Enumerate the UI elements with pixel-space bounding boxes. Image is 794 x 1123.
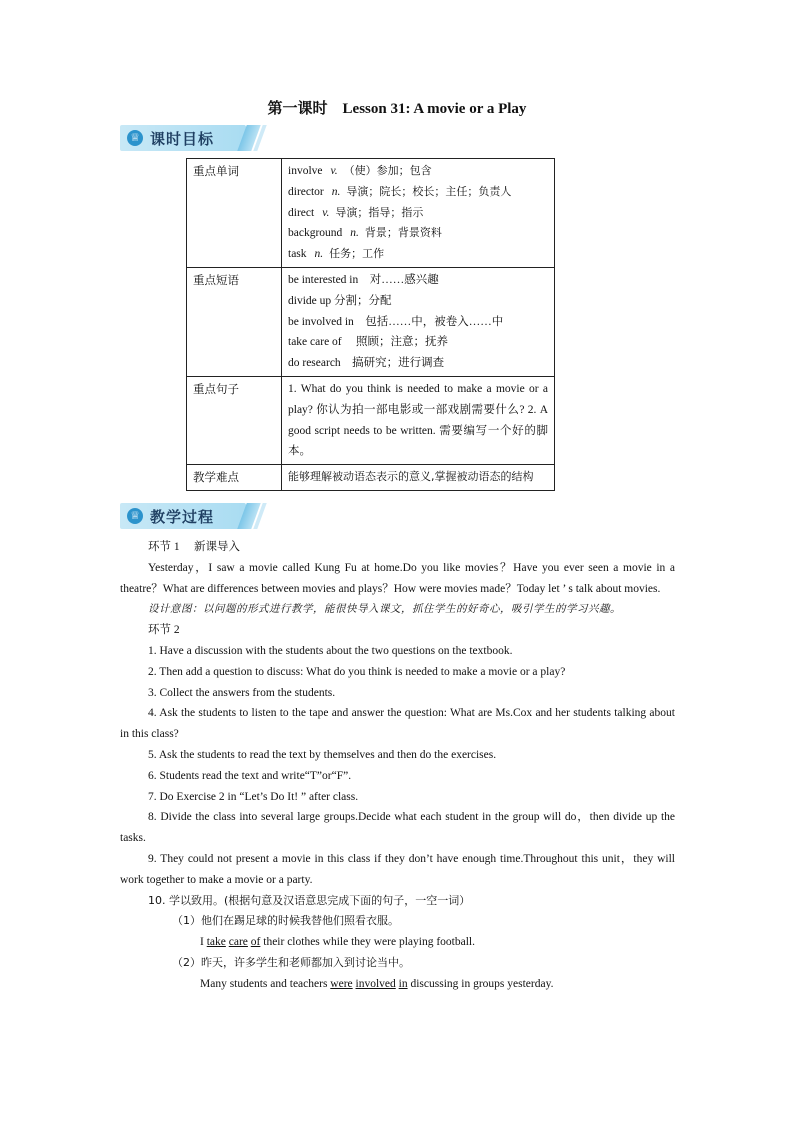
row-content: involve v. （使）参加；包含 director n. 导演；院长；校长；主任；负责人 direct v. 导演；指导；指示 background n. 背景；背景资料 task n. 任务；工作 <box>282 159 555 268</box>
page-title: 第一课时 Lesson 31: A movie or a Play <box>267 101 527 117</box>
section1-heading: 环节 1 新课导入 <box>148 541 240 553</box>
table-row <box>187 159 555 268</box>
table-row <box>187 267 555 376</box>
list-item: 7. Do Exercise 2 in “Let’s Do It! ” after class. <box>148 790 359 803</box>
answer-blank: were <box>330 977 353 990</box>
section-banner-goals <box>120 125 246 151</box>
list-item: 1. Have a discussion with the students about the two questions on the textbook. <box>148 644 513 657</box>
list-item: 5. Ask the students to read the text by themselves and then do the exercises. <box>148 748 497 761</box>
answer-blank: in <box>398 977 408 990</box>
row-head: 重点句子 <box>187 376 282 464</box>
row-content: be interested in 对……感兴趣 divide up 分割；分配 be involved in 包括……中，被卷入……中 take care of 照顾；注意；抚养 do research 搞研究；进行调查 <box>282 267 555 376</box>
banner-label: 教学过程 <box>150 508 215 526</box>
design-intent: 设计意图：以问题的形式进行教学，能很快导入课文，抓住学生的好奇心，吸引学生的学习兴趣。 <box>148 603 621 616</box>
section-banner-process <box>120 503 246 529</box>
list-item: 8. Divide the class into several large groups.Decide what each student in the group will do，then divide up the tasks. <box>120 811 675 845</box>
question-1-en: I take care of their clothes while they were playing football. <box>200 936 475 949</box>
trophy-icon: ♕ <box>127 130 143 146</box>
row-head: 教学难点 <box>187 465 282 491</box>
goals-table <box>186 158 555 491</box>
list-item: 6. Students read the text and write“T”or“F”. <box>148 769 352 782</box>
list-item: 9. They could not present a movie in this class if they don’t have enough time.Throughout this unit，they will work together to make a movie or a party. <box>120 852 675 886</box>
row-head: 重点短语 <box>187 267 282 376</box>
list-item: 3. Collect the answers from the students. <box>148 686 336 699</box>
table-row <box>187 376 555 464</box>
section2-heading: 环节 2 <box>148 624 180 637</box>
row-content: 能够理解被动语态表示的意义,掌握被动语态的结构 <box>282 465 555 491</box>
banner-label: 课时目标 <box>150 130 215 148</box>
answer-blank: take <box>206 936 226 949</box>
trophy-icon: ♕ <box>127 508 143 524</box>
question-2-en: Many students and teachers were involved in discussing in groups yesterday. <box>200 977 554 990</box>
list-item: 10. 学以致用。(根据句意及汉语意思完成下面的句子，一空一词） <box>148 893 471 907</box>
section1-text: Yesterday，I saw a movie called Kung Fu at home.Do you like movies？Have you ever seen a movie in a theatre？What are differences between movies and plays？How were movies made？Today let ’ s talk about movies. <box>120 561 675 595</box>
answer-blank: involved <box>355 977 396 990</box>
list-item: 2. Then add a question to discuss: What do you think is needed to make a movie or a play? <box>148 665 566 678</box>
list-item: 4. Ask the students to listen to the tape and answer the question: What are Ms.Cox and her students talking about in this class? <box>120 707 675 741</box>
row-head: 重点单词 <box>187 159 282 268</box>
table-row <box>187 465 555 491</box>
row-content: 1. What do you think is needed to make a movie or a play? 你认为拍一部电影或一部戏剧需要什么? 2. A good script needs to be written. 需要编写一个好的脚本。 <box>282 376 555 464</box>
lesson-body <box>120 537 675 995</box>
answer-blank: of <box>250 936 261 949</box>
question-2-cn: （2）昨天，许多学生和老师都加入到讨论当中。 <box>172 955 410 969</box>
answer-blank: care <box>228 936 248 949</box>
question-1-cn: （1）他们在踢足球的时候我替他们照看衣服。 <box>172 914 399 928</box>
